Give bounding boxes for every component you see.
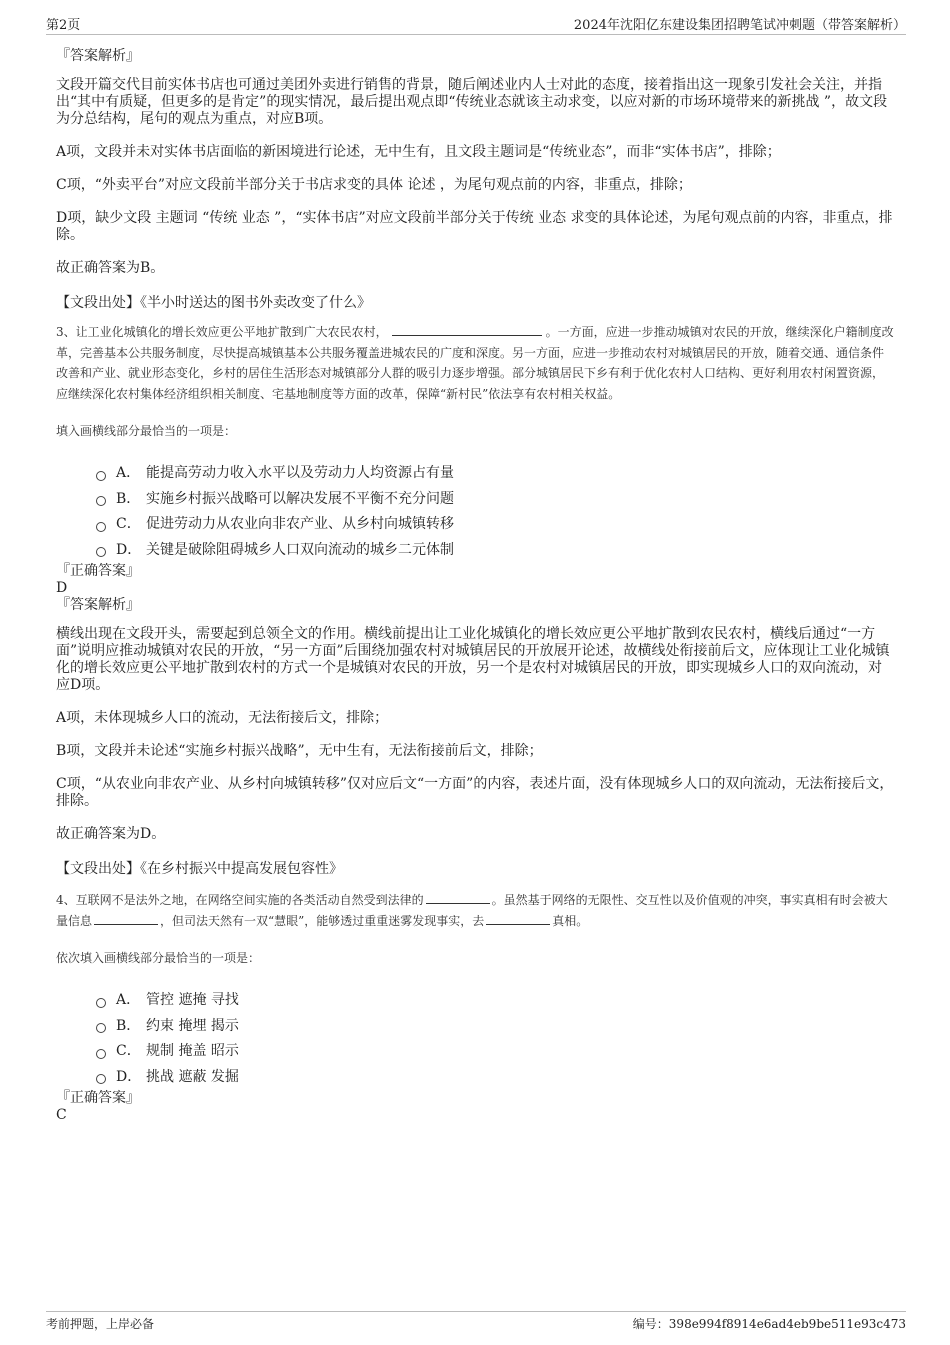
page-number: 第2页 xyxy=(46,18,81,33)
q3-prompt: 填入画横线部分最恰当的一项是： xyxy=(56,424,237,438)
q3-option-b[interactable]: B． 实施乡村振兴战略可以解决发展不平衡不充分问题 xyxy=(96,487,894,513)
q3-option-c[interactable]: C． 促进劳动力从农业向非农产业、从乡村向城镇转移 xyxy=(96,512,894,538)
q4-prompt: 依次填入画横线部分最恰当的一项是： xyxy=(56,951,261,965)
q2-option-a-analysis: A项，文段并未对实体书店面临的新困境进行论述，无中生有，且文段主题词是“传统业态”，而非“实体书店”，排除； xyxy=(56,144,781,160)
q2-conclusion: 故正确答案为B。 xyxy=(56,260,165,276)
radio-icon[interactable] xyxy=(96,1074,106,1084)
q3-analysis-text: 横线出现在文段开头，需要起到总领全文的作用。横线前提出让工业化城镇化的增长效应更公平地扩散到农民农村，横线后通过“一方面”说明应推动城镇对农民的开放，“另一方面”后围绕加强农村对城镇居民的开放展开论述，故横线处衔接前后文，应体现让工业化城镇化的增长效应更公平地扩散到农村的方式一个是城镇对农民的开放，另一个是农村对城镇居民的开放，即实现城乡人口的双向流动，对应D项。 xyxy=(56,626,890,693)
q4-stem: 4、互联网不是法外之地，在网络空间实施的各类活动自然受到法律的 。虽然基于网络的无限性、交互性以及价值观的冲突，事实真相有时会被大量信息 ，但司法天然有一双“慧眼”，能够透过重重迷雾发现事实，去 真相。 xyxy=(56,893,888,928)
q4-blank-2 xyxy=(94,913,158,925)
footer-slogan: 考前押题，上岸必备 xyxy=(46,1317,155,1331)
q3-option-b-analysis: B项，文段并未论述“实施乡村振兴战略”，无中生有，无法衔接前后文，排除； xyxy=(56,743,543,759)
q2-analysis-text: 文段开篇交代目前实体书店也可通过美团外卖进行销售的背景，随后阐述业内人士对此的态度，接着指出这一现象引发社会关注，并指出“其中有质疑，但更多的是肯定”的现实情况，最后提出观点即“传统业态就该主动求变，以应对新的市场环境带来的新挑战 ”，故文段为分总结构，尾句的观点为重点，对应B项。 xyxy=(56,77,888,127)
q3-option-a[interactable]: A． 能提高劳动力收入水平以及劳动力人均资源占有量 xyxy=(96,461,894,487)
q2-option-d-analysis: D项，缺少文段 主题词 “传统 业态 ”，“实体书店”对应文段前半部分关于传统 业态 求变的具体论述，为尾句观点前的内容，非重点，排除。 xyxy=(56,210,893,243)
q4-correct-value: C xyxy=(56,1107,67,1123)
q3-option-c-analysis: C项，“从农业向非农产业、从乡村向城镇转移”仅对应后文“一方面”的内容，表述片面，没有体现城乡人口的双向流动，无法衔接后文，排除。 xyxy=(56,776,894,809)
q2-analysis-label: 『答案解析』 xyxy=(56,48,140,64)
q3-stem: 3、让工业化城镇化的增长效应更公平地扩散到广大农民农村， 。一方面，应进一步推动城镇对农民的开放，继续深化户籍制度改革，完善基本公共服务制度，尽快提高城镇基本公共服务覆盖进城农民的广度和深度。另一方面，应进一步推动农村对城镇居民的开放，随着交通、通信条件改善和产业、就业形态变化，乡村的居住生活形态对城镇部分人群的吸引力逐步增强。部分城镇居民下乡有利于优化农村人口结构、更好利用农村闲置资源，应继续深化农村集体经济组织相关制度、宅基地制度等方面的改革，保障“新村民”依法享有农村相关权益。 xyxy=(56,325,894,401)
q3-correct-label: 『正确答案』 xyxy=(56,563,140,579)
q4-blank-1 xyxy=(426,892,490,904)
radio-icon[interactable] xyxy=(96,547,106,557)
q3-option-a-analysis: A项，未体现城乡人口的流动，无法衔接后文，排除； xyxy=(56,710,389,726)
page-footer xyxy=(46,1311,906,1331)
q3-correct-value: D xyxy=(56,580,68,596)
q3-source: 【文段出处】《在乡村振兴中提高发展包容性》 xyxy=(56,861,343,877)
q4-options xyxy=(56,988,894,1090)
q3-conclusion: 故正确答案为D。 xyxy=(56,826,166,842)
radio-icon[interactable] xyxy=(96,1049,106,1059)
q3-option-d[interactable]: D． 关键是破除阻碍城乡人口双向流动的城乡二元体制 xyxy=(96,538,894,564)
page-header xyxy=(46,14,906,35)
radio-icon[interactable] xyxy=(96,522,106,532)
q4-option-b[interactable]: B． 约束 掩埋 揭示 xyxy=(96,1014,894,1040)
document-title: 2024年沈阳亿东建设集团招聘笔试冲刺题（带答案解析） xyxy=(573,18,906,33)
radio-icon[interactable] xyxy=(96,1023,106,1033)
q4-blank-3 xyxy=(486,913,550,925)
q4-option-d[interactable]: D． 挑战 遮蔽 发掘 xyxy=(96,1065,894,1091)
q3-blank xyxy=(392,324,542,336)
page-content xyxy=(56,48,894,1124)
q3-options xyxy=(56,461,894,563)
radio-icon[interactable] xyxy=(96,471,106,481)
q4-correct-label: 『正确答案』 xyxy=(56,1090,140,1106)
radio-icon[interactable] xyxy=(96,998,106,1008)
q2-source: 【文段出处】《半小时送达的图书外卖改变了什么》 xyxy=(56,295,371,311)
q2-option-c-analysis: C项，“外卖平台”对应文段前半部分关于书店求变的具体 论述 ，为尾句观点前的内容，非重点，排除； xyxy=(56,177,692,193)
radio-icon[interactable] xyxy=(96,496,106,506)
q4-option-c[interactable]: C． 规制 掩盖 昭示 xyxy=(96,1039,894,1065)
q4-option-a[interactable]: A． 管控 遮掩 寻找 xyxy=(96,988,894,1014)
footer-serial: 编号：398e994f8914e6ad4eb9be511e93c473 xyxy=(632,1317,906,1331)
q3-analysis-label: 『答案解析』 xyxy=(56,597,140,613)
